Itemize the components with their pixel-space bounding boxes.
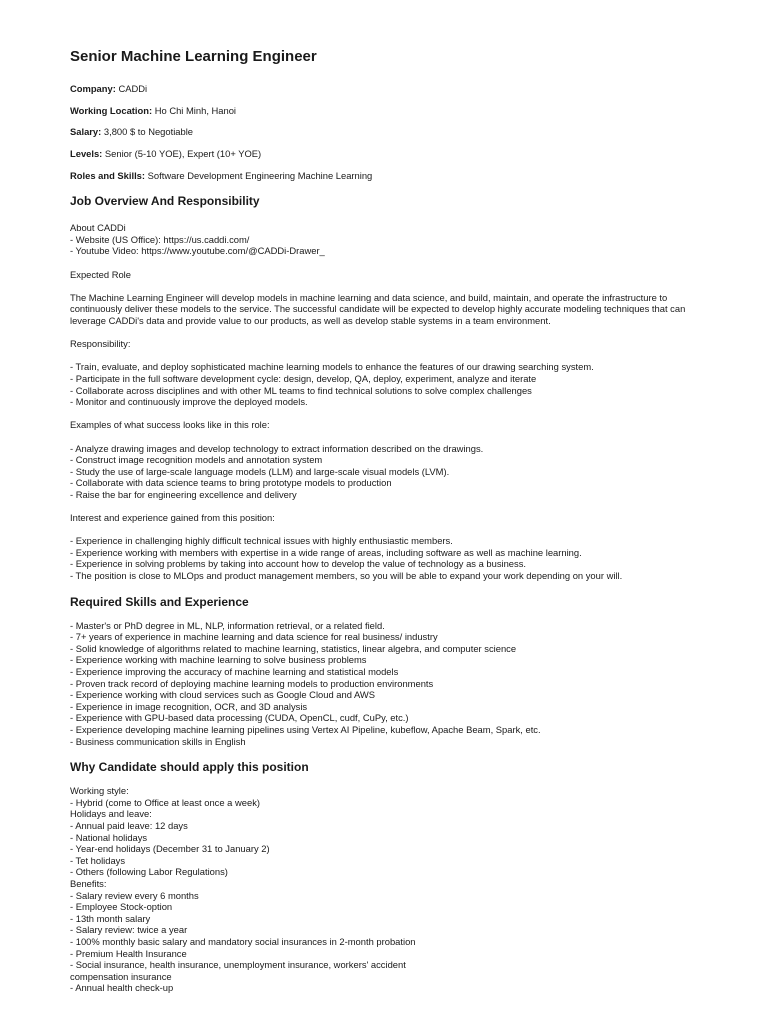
expected-role-line: leverage CADDi's data and provide value to our products, as well as develop stable systems in a team environment. — [70, 315, 551, 326]
list-item: - 13th month salary — [70, 912, 151, 924]
job-posting — [70, 47, 740, 994]
section-heading-why-apply: Why Candidate should apply this position — [70, 760, 309, 775]
list-item: - Year-end holidays (December 31 to January 2) — [70, 843, 270, 855]
list-item: - Collaborate with data science teams to bring prototype models to production — [70, 477, 392, 489]
list-item: - Participate in the full software development cycle: design, develop, QA, deploy, experiment, analyze and iterate — [70, 372, 537, 384]
expected-role-line: The Machine Learning Engineer will develop models in machine learning and data science, and build, maintain, and operate the infrastructure to — [70, 291, 668, 303]
meta-row — [70, 83, 740, 95]
list-item: - Annual health check-up — [70, 982, 174, 994]
why-apply-list — [70, 785, 740, 994]
about-line: - Youtube Video: https://www.youtube.com/@CADDi-Drawer_ — [70, 245, 325, 257]
meta-row — [70, 105, 740, 117]
meta-label: Company: — [70, 83, 116, 94]
list-item: - Employee Stock-option — [70, 901, 173, 913]
list-item: - Annual paid leave: 12 days — [70, 819, 188, 831]
list-item: - Collaborate across disciplines and with other ML teams to find technical solutions to solve complex challenges — [70, 384, 532, 396]
list-item: - 7+ years of experience in machine learning and data science for real business/ industry — [70, 631, 438, 643]
list-item: - Experience working with machine learning to solve business problems — [70, 654, 367, 666]
list-item: - Analyze drawing images and develop technology to extract information described on the drawings. — [70, 442, 484, 454]
skills-list — [70, 620, 740, 748]
meta-row — [70, 148, 740, 160]
interest-label: Interest and experience gained from this position: — [70, 512, 275, 524]
list-item: - Social insurance, health insurance, unemployment insurance, workers' accident — [70, 959, 406, 971]
meta-value: Software Development Engineering Machine Learning — [147, 169, 373, 181]
list-item: Holidays and leave: — [70, 808, 152, 820]
expected-role-label: Expected Role — [70, 268, 131, 280]
expected-role-line: continuously deliver these models to the service. The successful candidate will be expected to develop highly accurate modeling techniques that can — [70, 303, 686, 315]
list-item: - Construct image recognition models and annotation system — [70, 454, 323, 466]
meta-row — [70, 126, 740, 138]
section-heading-overview: Job Overview And Responsibility — [70, 194, 260, 209]
list-item: Benefits: — [70, 877, 107, 889]
meta-label: Salary: — [70, 126, 102, 138]
list-item: - Salary review every 6 months — [70, 889, 199, 901]
list-item: - Train, evaluate, and deploy sophisticated machine learning models to enhance the features of our drawing searching system. — [70, 361, 594, 373]
interest-list — [70, 535, 740, 581]
list-item: - Experience in solving problems by taking into account how to develop the value of technology as a business. — [70, 558, 527, 570]
meta-label: Levels: — [70, 148, 103, 160]
list-item: - Experience working with members with expertise in a wide range of areas, including software as well as machine learning. — [70, 546, 582, 558]
success-label: Examples of what success looks like in this role: — [70, 419, 270, 431]
list-item: - The position is close to MLOps and product management members, so you will be able to expand your work depending on your will. — [70, 570, 623, 582]
list-item: Working style: — [70, 785, 129, 797]
responsibility-label: Responsibility: — [70, 338, 131, 350]
meta-value: Ho Chi Minh, Hanoi — [154, 104, 237, 116]
list-item: - Salary review: twice a year — [70, 924, 188, 936]
list-item: - Experience in image recognition, OCR, and 3D analysis — [70, 700, 308, 712]
list-item: - Proven track record of deploying machine learning models to production environments — [70, 677, 434, 689]
list-item: - Monitor and continuously improve the deployed models. — [70, 396, 308, 408]
meta-label: Roles and Skills: — [70, 169, 146, 181]
list-item: - Experience improving the accuracy of machine learning and statistical models — [70, 666, 399, 678]
responsibility-list — [70, 361, 740, 407]
list-item: - Study the use of large-scale language models (LLM) and large-scale visual models (LVM). — [70, 465, 450, 477]
list-item: - Business communication skills in English — [70, 735, 246, 747]
about-line: About CADDi — [70, 222, 126, 234]
meta-row — [70, 170, 740, 182]
expected-role-text — [70, 292, 740, 327]
list-item: - National holidays — [70, 831, 148, 843]
list-item: - Solid knowledge of algorithms related to machine learning, statistics, linear algebra, and computer science — [70, 642, 517, 654]
page-title: Senior Machine Learning Engineer — [70, 48, 317, 65]
meta-label: Working Location: — [70, 104, 153, 116]
about-line: - Website (US Office): https://us.caddi.com/ — [70, 233, 250, 245]
list-item: compensation insurance — [70, 970, 172, 982]
about-caddi — [70, 222, 740, 257]
list-item: - Others (following Labor Regulations) — [70, 866, 228, 878]
list-item: - Experience developing machine learning pipelines using Vertex AI Pipeline, kubeflow, Apache Beam, Spark, etc. — [70, 724, 541, 735]
section-heading-skills: Required Skills and Experience — [70, 594, 249, 609]
list-item: - Experience working with cloud services such as Google Cloud and AWS — [70, 689, 376, 701]
meta-value: CADDi — [118, 83, 148, 94]
meta-value: Senior (5-10 YOE), Expert (10+ YOE) — [104, 148, 262, 160]
job-meta — [70, 83, 740, 181]
success-list — [70, 443, 740, 501]
list-item: - Premium Health Insurance — [70, 947, 187, 959]
meta-value: 3,800 $ to Negotiable — [103, 126, 194, 138]
list-item: - Raise the bar for engineering excellence and delivery — [70, 488, 297, 500]
list-item: - Hybrid (come to Office at least once a week) — [70, 796, 261, 808]
list-item: - Tet holidays — [70, 854, 126, 866]
list-item: - Master's or PhD degree in ML, NLP, information retrieval, or a related field. — [70, 619, 385, 631]
list-item: - Experience with GPU-based data processing (CUDA, OpenCL, cudf, CuPy, etc.) — [70, 712, 409, 724]
list-item: - Experience in challenging highly difficult technical issues with highly enthusiastic members. — [70, 535, 453, 547]
list-item: - 100% monthly basic salary and mandatory social insurances in 2-month probation — [70, 935, 416, 947]
